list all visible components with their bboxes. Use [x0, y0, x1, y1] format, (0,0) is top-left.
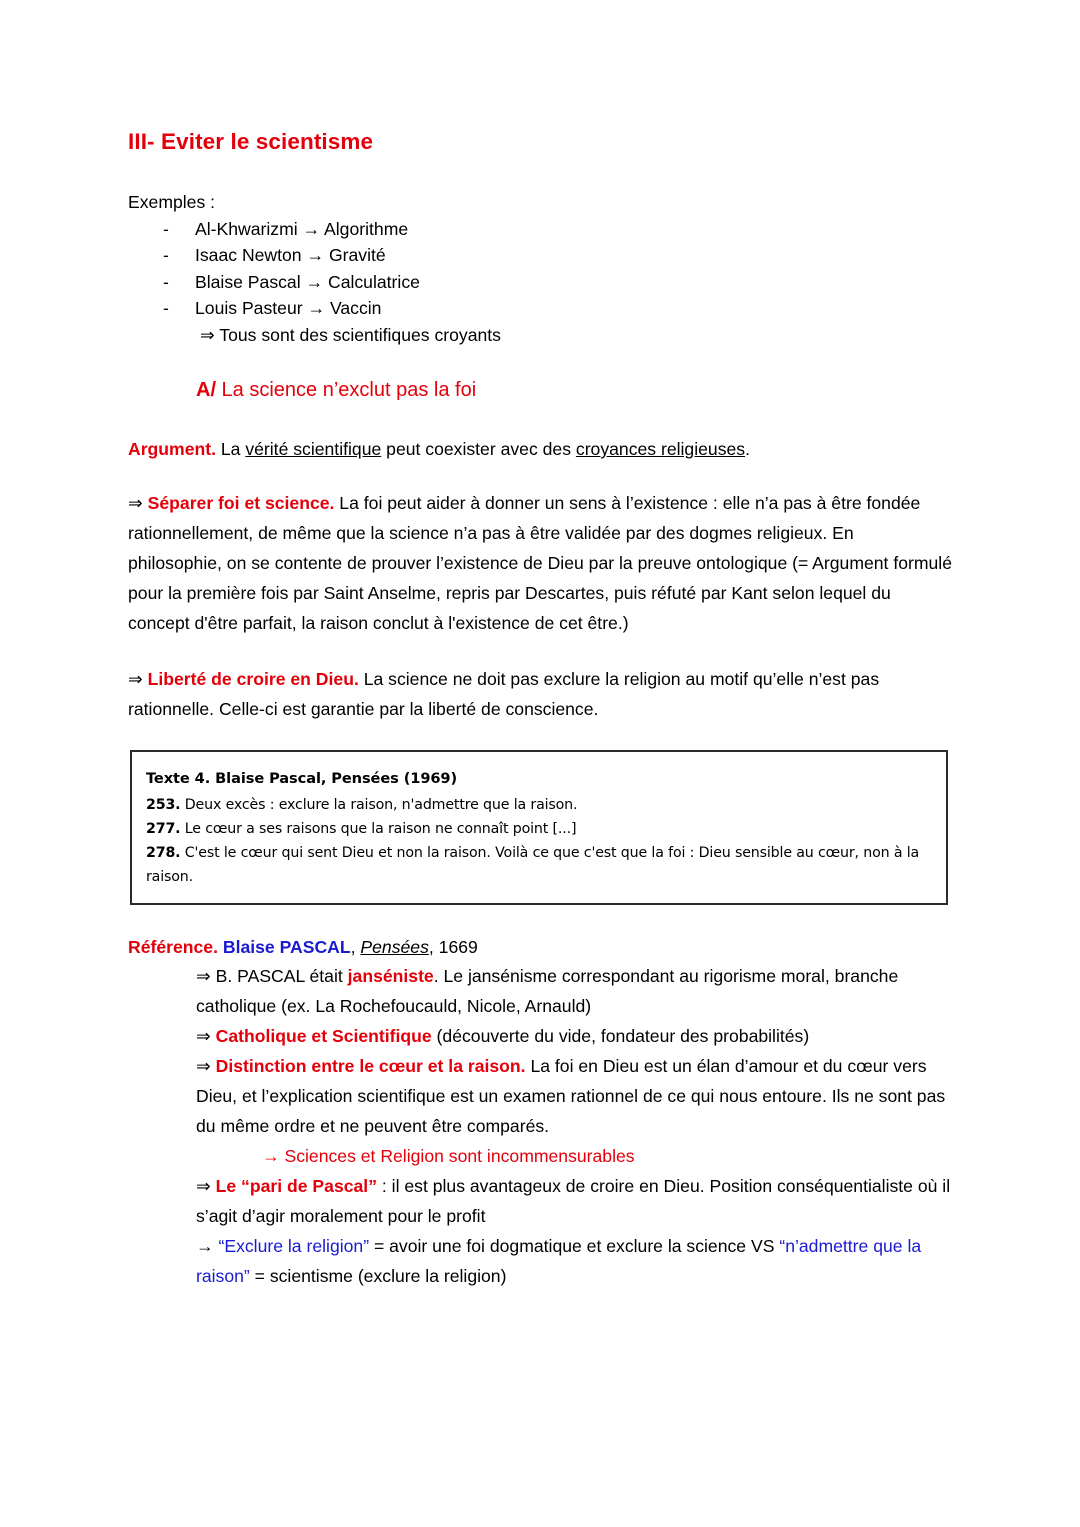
reference-work-title: Pensées — [360, 937, 429, 957]
arrow-single-icon: → — [196, 1236, 219, 1256]
reference-label: Référence. — [128, 937, 218, 957]
paragraph-separer-foi-science — [128, 488, 952, 638]
dash-bullet-icon: - — [163, 245, 169, 265]
reference-heading — [128, 933, 952, 961]
list-item-label: Al-Khwarizmi → Algorithme — [195, 218, 409, 239]
list-item — [128, 295, 952, 322]
bullet-text-end: = scientisme (exclure la religion) — [249, 1266, 507, 1286]
paragraph-liberte-croire — [128, 664, 952, 724]
subsection-letter: A/ — [196, 379, 216, 401]
arrow-double-icon: ⇒ — [128, 669, 148, 689]
argument-text-2: peut coexister avec des — [381, 439, 576, 459]
bullet-text-pre: B. PASCAL était — [215, 966, 348, 986]
quote-box-title: Texte 4. Blaise Pascal, Pensées (1969) — [146, 770, 458, 787]
reference-bullet-distinction — [196, 1051, 952, 1141]
bullet-label: Catholique et Scientifique — [215, 1026, 432, 1046]
bullet-quote-1: “Exclure la religion” — [218, 1236, 370, 1256]
bullet-label: Distinction entre le cœur et la raison. — [215, 1056, 526, 1076]
list-item — [128, 269, 952, 296]
subsection-label: La science n’exclut pas la foi — [216, 379, 477, 401]
list-item-label: Isaac Newton → Gravité — [195, 245, 386, 265]
subsection-title — [128, 378, 952, 402]
bullet-text: (découverte du vide, fondateur des probabilités) — [431, 1026, 810, 1046]
dash-bullet-icon: - — [163, 218, 169, 239]
quote-entry-number: 278. — [146, 845, 181, 861]
quote-entry-text: Deux excès : exclure la raison, n'admettre que la raison. — [180, 797, 578, 813]
examples-intro: Exemples : — [128, 192, 216, 212]
reference-deep-note: → Sciences et Religion sont incommensurables — [262, 1146, 635, 1166]
reference-bullet-jansenisme — [196, 961, 952, 1021]
quote-box — [130, 750, 948, 905]
paragraph-body: La foi peut aider à donner un sens à l’existence : elle n’a pas à être fondée rationnellement, de même que la science n’a pas à être validée par des dogmes religieux. En philosophie, on se contente de prouver l’existence de Dieu par la preuve ontologique (= Argument formulé pour la première fois par Saint Anselme, repris par Descartes, puis réfuté par Kant selon lequel du concept d'être parfait, la raison conclut à l'existence de cet être.) — [128, 493, 953, 633]
page-title: III- Eviter le scientisme — [128, 129, 374, 154]
paragraph-body: La science ne doit pas exclure la religion au motif qu’elle n’est pas rationnelle. Celle-ci est garantie par la liberté de conscience. — [128, 669, 880, 719]
bullet-text-post: . Le jansénisme correspondant au rigorisme moral, branche catholique (ex. La Rochefoucauld, Nicole, Arnauld) — [196, 966, 899, 1016]
arrow-double-icon: ⇒ — [196, 1026, 216, 1046]
quote-entry — [146, 841, 930, 889]
document-content — [128, 128, 952, 1291]
dash-bullet-icon: - — [163, 298, 169, 318]
quote-entry-text: Le cœur a ses raisons que la raison ne connaît point [...] — [180, 821, 577, 837]
bullet-highlight: janséniste — [347, 966, 434, 986]
bullet-quote-2: “n’admettre que la raison” — [196, 1236, 922, 1286]
dash-bullet-icon: - — [163, 271, 169, 292]
argument-paragraph — [128, 434, 952, 464]
argument-underline-1: vérité scientifique — [245, 439, 382, 459]
examples-list — [128, 216, 952, 322]
list-item-label: Blaise Pascal → Calculatrice — [195, 271, 420, 292]
bullet-text: : il est plus avantageux de croire en Dieu. Position conséquentialiste où il s’agit d’agir moralement pour le profit — [196, 1176, 951, 1226]
quote-entry-number: 277. — [146, 821, 181, 837]
quote-entry — [146, 817, 930, 841]
quote-entry-text: C'est le cœur qui sent Dieu et non la raison. Voilà ce que c'est que la foi : Dieu sensible au cœur, non à la raison. — [146, 845, 920, 885]
quote-entry-number: 253. — [146, 797, 181, 813]
argument-text-3: . — [745, 439, 750, 459]
paragraph-label: Liberté de croire en Dieu. — [147, 669, 359, 689]
reference-sep-1: , — [350, 937, 361, 957]
list-item — [128, 242, 952, 269]
argument-label: Argument. — [128, 439, 216, 459]
reference-body — [128, 961, 952, 1291]
reference-bullet-catholique-scientifique — [196, 1021, 952, 1051]
argument-text-1: La — [215, 439, 246, 459]
bullet-text: La foi en Dieu est un élan d’amour et du cœur vers Dieu, et l’explication scientifique est un examen rationnel de ce qui nous entoure. Ils ne sont pas du même ordre et ne peuvent être comparés. — [196, 1056, 946, 1136]
paragraph-label: Séparer foi et science. — [147, 493, 335, 513]
arrow-double-icon: ⇒ — [196, 1176, 216, 1196]
reference-author: Blaise PASCAL — [217, 937, 351, 957]
reference-year: 1669 — [438, 937, 478, 957]
arrow-double-icon: ⇒ — [196, 1056, 216, 1076]
arrow-double-icon: ⇒ — [196, 966, 216, 986]
list-item-label: Louis Pasteur → Vaccin — [195, 298, 382, 318]
bullet-text-mid: = avoir une foi dogmatique et exclure la science VS — [369, 1236, 780, 1256]
reference-bullet-exclure-religion — [196, 1231, 952, 1291]
arrow-double-icon: ⇒ — [128, 493, 148, 513]
reference-bullet-pari-de-pascal — [196, 1171, 952, 1231]
quote-entry — [146, 793, 930, 817]
reference-sep-2: , — [428, 937, 439, 957]
bullet-label: Le “pari de Pascal” — [215, 1176, 377, 1196]
list-item — [128, 216, 952, 243]
argument-underline-2: croyances religieuses — [575, 439, 746, 459]
examples-conclusion: ⇒ Tous sont des scientifiques croyants — [200, 324, 501, 345]
